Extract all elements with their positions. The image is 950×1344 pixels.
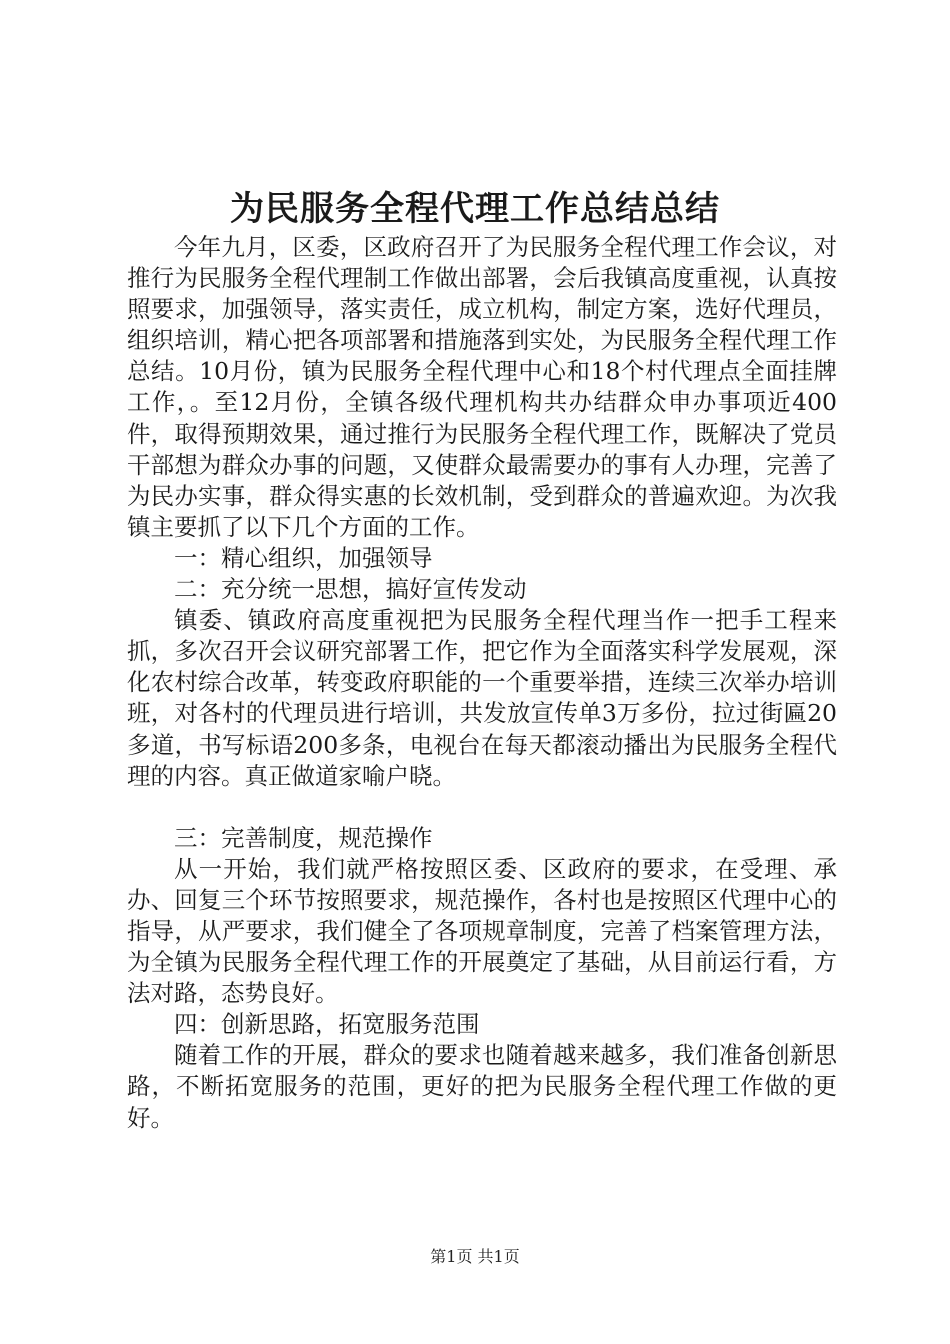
section-heading-2: 二：充分统一思想，搞好宣传发动: [174, 575, 527, 604]
paragraph-intro: 今年九月，区委，区政府召开了为民服务全程代理工作会议，对推行为民服务全程代理制工作做出部署，会后我镇高度重视，认真按照要求，加强领导，落实责任，成立机构，制定方案，选好代理员，组织培训，精心把各项部署和措施落到实处，为民服务全程代理工作总结。10月份，镇为民服务全程代理中心和18个村代理点全面挂牌工作，。至12月份，全镇各级代理机构共办结群众申办事项近400件，取得预期效果，通过推行为民服务全程代理工作，既解决了党员干部想为群众办事的问题，又使群众最需要办的事有人办理，完善了为民办实事，群众得实惠的长效机制，受到群众的普遍欢迎。为次我镇主要抓了以下几个方面的工作。: [127, 233, 837, 541]
document-body: [127, 232, 837, 1134]
section-heading-3: 三：完善制度，规范操作: [174, 823, 433, 852]
paragraph-innovation: 随着工作的开展，群众的要求也随着越来越多，我们准备创新思路，不断拓宽服务的范围，更好的把为民服务全程代理工作做的更好。: [127, 1041, 837, 1132]
section-heading-4: 四：创新思路，拓宽服务范围: [174, 1010, 480, 1039]
page-footer: 第1页 共1页: [430, 1247, 520, 1266]
document-title: 为民服务全程代理工作总结总结: [230, 189, 720, 229]
paragraph-publicity: 镇委、镇政府高度重视把为民服务全程代理当作一把手工程来抓，多次召开会议研究部署工作，把它作为全面落实科学发展观，深化农村综合改革，转变政府职能的一个重要举措，连续三次举办培训班，对各村的代理员进行培训，共发放宣传单3万多份，拉过街匾20多道，书写标语200多条，电视台在每天都滚动播出为民服务全程代理的内容。真正做道家喻户晓。: [127, 606, 837, 790]
paragraph-system: 从一开始，我们就严格按照区委、区政府的要求，在受理、承办、回复三个环节按照要求，规范操作，各村也是按照区代理中心的指导，从严要求，我们健全了各项规章制度，完善了档案管理方法，为全镇为民服务全程代理工作的开展奠定了基础，从目前运行看，方法对路，态势良好。: [127, 854, 837, 1008]
section-heading-1: 一：精心组织，加强领导: [174, 543, 433, 572]
